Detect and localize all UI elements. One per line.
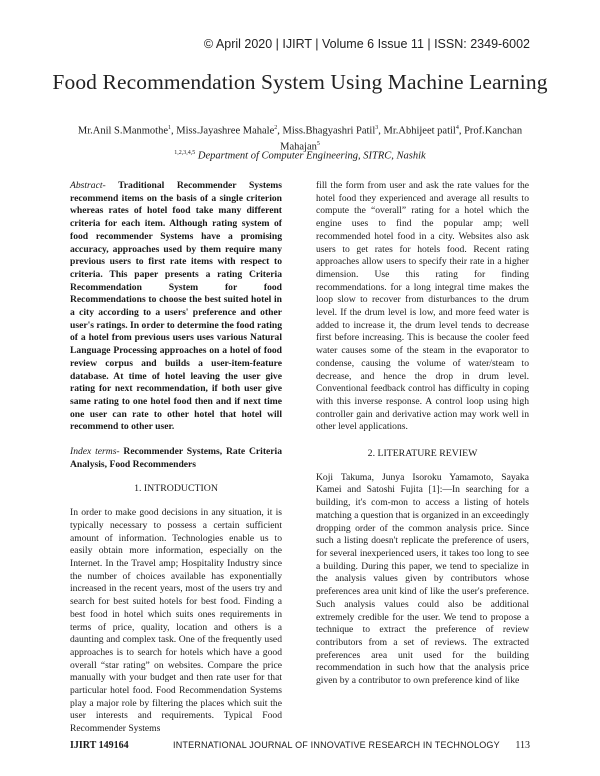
footer-journal-name: INTERNATIONAL JOURNAL OF INNOVATIVE RESEARCH IN TECHNOLOGY [173, 740, 500, 750]
journal-citation-header: © April 2020 | IJIRT | Volume 6 Issue 11 | ISSN: 2349-6002 [203, 37, 530, 51]
author-list: Mr.Anil S.Manmothe$^1$, Miss.Jayashree Mahale$^2$, Miss.Bhagyashri Patil$^3$, Mr.Abhijeet patil$^4$, Prof.Kanchan Mahajan$^5$ [77, 125, 523, 152]
literature-review-text: Koji Takuma, Junya Isoroku Yamamoto, Sayaka Kamei and Satoshi Fujita [1]:—In searching for a building, it's com-mon to access a listing of hotels matching a question that is organized in an exceedingly dropping order of the common analysis price. Since such a listing doesn't replicate the preference of users, for several inexperienced users, it takes too long to see a building. During this paper, we tend to specialize in the analysis values given by contributors whose preferences area unit kind of like the user's preference. Such analysis values could also be additional extremely credible for the user. We tend to propose a technique to extract the preference of review contributors from a set of reviews. The extracted preferences area unit used for the building recommendation in such how that the analysis price given by a contributor to own preference kind of like [316, 471, 529, 687]
affiliation-text: Department of Computer Engineering, SITRC, Nashik [197, 150, 426, 162]
right-column [316, 180, 529, 688]
author-name: Prof.Kanchan Mahajan [280, 125, 523, 152]
author-mark: 3 [375, 125, 379, 131]
index-terms-text: Recommender Systems, Rate Criteria Analysis, Food Recommenders [70, 446, 282, 470]
author-mark: 5 [316, 140, 320, 147]
author-name: Miss.Jayashree Mahale [176, 125, 275, 137]
section-heading-introduction: 1. INTRODUCTION [134, 483, 218, 495]
abstract [70, 180, 282, 434]
index-terms-lead: Index terms- [70, 446, 120, 458]
introduction-continued-text: fill the form from user and ask the rate values for the hotel food they experienced and average all results to compute the “overall” rating for a hotel which the engine uses to find the popular amp; well recommended hotel food in a city. Websites also ask users to get rates for hotels food. Recent rating approaches allow users to specify their rate in a higher dimension. Use this rating for finding recommendations. for a long integral time makes the loop slow to recover from disturbances to the drum level. If the drum level is low, and more feed water is added to increase it, the drum level tends to decrease first before increasing. This is because the cooler feed water causes some of the steam in the evaporator to condense, causing the volume of water/steam to decrease, and hence the drop in drum level. Conventional feedback control has difficulty in coping with this inverse response. A control loop using high controller gain and derivative action may work well in other level applications. [316, 180, 529, 433]
paper-title: Food Recommendation System Using Machine Learning [52, 70, 548, 94]
author-mark: 2 [274, 125, 278, 131]
author-mark: 1 [168, 125, 172, 131]
footer-paper-id: IJIRT 149164 [70, 740, 129, 751]
author-name: Mr.Abhijeet patil [383, 125, 456, 137]
author-name: Miss.Bhagyashri Patil [282, 125, 376, 137]
section-heading-literature-review: 2. LITERATURE REVIEW [367, 448, 478, 460]
author-name: Mr.Anil S.Manmothe [77, 125, 169, 137]
affiliation-marks: 1,2,3,4,5 [174, 150, 196, 156]
page-footer [70, 740, 530, 754]
affiliation [0, 150, 600, 162]
author-mark: 4 [455, 125, 459, 131]
introduction-text: In order to make good decisions in any situation, it is typically necessary to possess a certain sufficient amount of information. Technologies enable us to easily obtain more information, especially on the Internet. In the Travel amp; Hospitality Industry since the number of choices available has exponentially increased in the recent years, most of the users try and search for best suited hotels for best food. Finding a best food in hotel which suits ones requirements in terms of price, quality, location and others is a daunting and complex task. One of the frequently used approaches is to search for hotels which have a good overall “star rating” on websites. Compare the price manually with your budget and then rate user for that particular hotel food. Food Recommendation Systems play a major role by filtering the places which suit the user interests and requirements. Typical Food Recommender Systems [70, 507, 282, 735]
index-terms [70, 446, 282, 471]
page-number: 113 [515, 740, 530, 751]
abstract-text: Traditional Recommender Systems recommend items on the basis of a single criterion whereas rates of hotel food take many different criteria for each item. Although rating system of food recommender Systems have a promising accuracy, approaches used by them require many previous users to first rate items with respect to criteria. This paper presents a rating Criteria Recommendation System for food Recommendations to choose the best suited hotel in a city according to a users' preference and other user's ratings. In order to determine the food rating of a hotel from previous users uses various Natural Language Processing approaches on a hotel of food review corpus and builds a user-item-feature database. At time of hotel leaving the user give rating for next recommendation, if both user give same rating to one hotel food then and if next time one user can rate to other hotel that hotel will recommend to other user. [70, 180, 282, 433]
left-column [70, 180, 282, 736]
abstract-lead: Abstract- [70, 180, 106, 191]
